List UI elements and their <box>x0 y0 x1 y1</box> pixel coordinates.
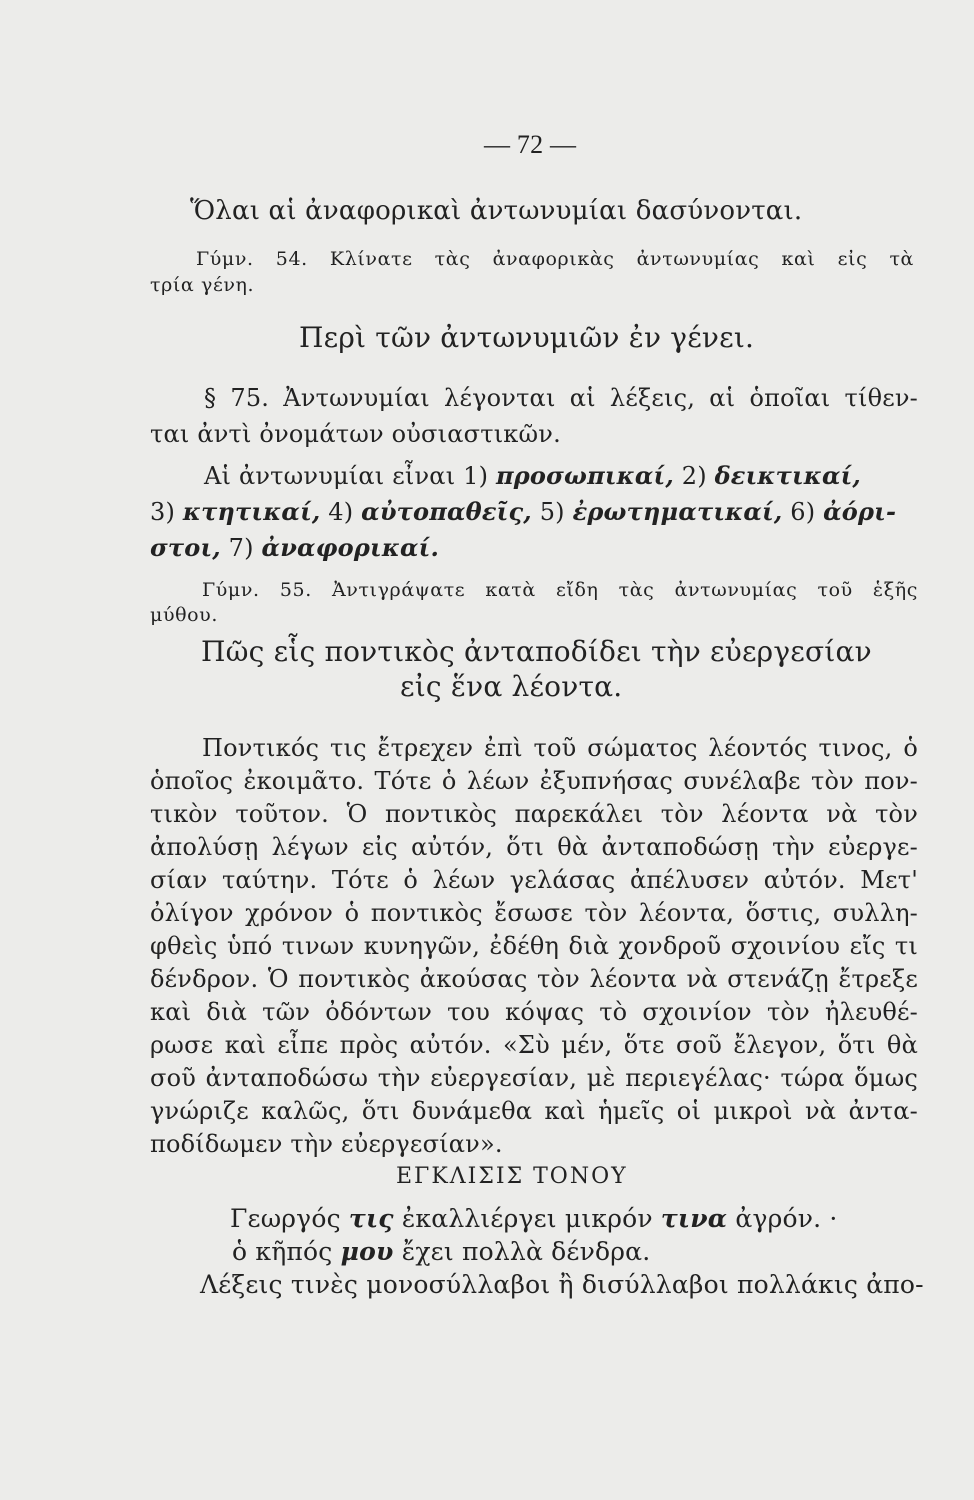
text-span: 3) <box>150 498 183 526</box>
text-line: Λέξεις τινὲς μονοσύλλαβοι ἢ δισύλλαβοι πολλάκις ἀπο- <box>200 1270 924 1299</box>
story-line: ἀπολύσῃ λέγων εἰς αὐτόν, ὅτι θὰ ἀνταποδώσῃ τὴν εὐεργε- <box>150 833 918 861</box>
text-span: ἔχει πολλὰ δένδρα. <box>393 1237 651 1266</box>
example-line <box>232 1237 650 1267</box>
term-demonstrative: δεικτικαί, <box>714 461 861 490</box>
text-line <box>204 461 861 491</box>
text-span: 2) <box>673 462 715 490</box>
story-line: ρωσε καὶ εἶπε πρὸς αὐτόν. «Σὺ μέν, ὅτε σοῦ ἔλεγον, ὅτι θὰ <box>150 1031 918 1059</box>
story-title: Πῶς εἷς ποντικὸς ἀνταποδίδει τὴν εὐεργεσίαν <box>201 635 872 668</box>
text-line <box>150 533 439 563</box>
term-reflexive: αὐτοπαθεῖς, <box>361 497 532 526</box>
story-line: καὶ διὰ τῶν ὀδόντων του κόψας τὸ σχοινίον τὸν ἠλευθέ- <box>150 998 918 1026</box>
text-span: ἐκαλλιέργει μικρόν <box>393 1204 661 1233</box>
text-span: ὁ κῆπός <box>232 1237 341 1266</box>
term-relative: ἀναφορικαί. <box>261 533 440 562</box>
story-line: ποδίδωμεν τὴν εὐεργεσίαν». <box>150 1130 503 1158</box>
enclitic-word: τινα <box>660 1204 728 1233</box>
story-line: ὁποῖος ἐκοιμᾶτο. Τότε ὁ λέων ἐξυπνήσας συνέλαβε τὸν πον- <box>150 767 918 795</box>
term-personal: προσωπικαί, <box>496 461 674 490</box>
text-span: 7) <box>220 534 262 562</box>
text-span: Γεωργός <box>230 1204 349 1233</box>
section-heading-caps: ΕΓΚΛΙΣΙΣ ΤΟΝΟΥ <box>396 1164 628 1189</box>
term-indefinite: ἀόρι- <box>823 497 897 526</box>
exercise-line: Γύμν. 54. Κλίνατε τὰς ἀναφορικὰς ἀντωνυμίας καὶ εἰς τὰ <box>196 248 914 270</box>
page-number: — 72 — <box>484 130 577 159</box>
exercise-line: Γύμν. 55. Ἀντιγράψατε κατὰ εἴδη τὰς ἀντωνυμίας τοῦ ἑξῆς <box>202 579 918 601</box>
section-heading: Περὶ τῶν ἀντωνυμιῶν ἐν γένει. <box>299 321 755 354</box>
term-possessive: κτητικαί, <box>182 497 321 526</box>
text-line: § 75. Ἀντωνυμίαι λέγονται αἱ λέξεις, αἱ ὁποῖαι τίθεν- <box>204 384 918 412</box>
text-line: Ὅλαι αἱ ἀναφορικαὶ ἀντωνυμίαι δασύνονται. <box>190 196 803 226</box>
enclitic-word: μου <box>340 1237 394 1266</box>
story-line: γνώριζε καλῶς, ὅτι δυνάμεθα καὶ ἡμεῖς οἱ μικροὶ νὰ ἀντα- <box>150 1097 918 1125</box>
story-line: Ποντικός τις ἔτρεχεν ἐπὶ τοῦ σώματος λέοντός τινος, ὁ <box>202 734 918 762</box>
text-span: 4) <box>320 498 362 526</box>
text-line: ται ἀντὶ ὀνομάτων οὐσιαστικῶν. <box>150 420 561 448</box>
exercise-line: τρία γένη. <box>150 274 255 296</box>
text-span: ἀγρόν. · <box>727 1204 838 1233</box>
exercise-line: μύθου. <box>150 604 218 626</box>
term-indefinite-cont: στοι, <box>150 533 221 562</box>
story-line: τικὸν τοῦτον. Ὁ ποντικὸς παρεκάλει τὸν λέοντα νὰ τὸν <box>150 800 918 828</box>
enclitic-word: τις <box>348 1204 394 1233</box>
text-span: 5) <box>531 498 573 526</box>
text-line <box>150 497 896 527</box>
story-title: εἰς ἕνα λέοντα. <box>400 670 623 703</box>
story-line: φθεὶς ὑπό τινων κυνηγῶν, ἐδέθη διὰ χονδροῦ σχοινίου εἴς τι <box>150 932 918 960</box>
example-line <box>230 1204 838 1234</box>
term-interrogative: ἐρωτηματικαί, <box>572 497 783 526</box>
story-line: σίαν ταύτην. Τότε ὁ λέων γελάσας ἀπέλυσεν αὐτόν. Μετ' <box>150 866 918 894</box>
story-line: ὀλίγον χρόνον ὁ ποντικὸς ἔσωσε τὸν λέοντα, ὅστις, συλλη- <box>150 899 918 927</box>
story-line: δένδρον. Ὁ ποντικὸς ἀκούσας τὸν λέοντα νὰ στενάζῃ ἔτρεξε <box>150 965 918 993</box>
text-span: Αἱ ἀντωνυμίαι εἶναι 1) <box>204 462 496 490</box>
story-line: σοῦ ἀνταποδώσω τὴν εὐεργεσίαν, μὲ περιεγέλας· τώρα ὅμως <box>150 1064 918 1092</box>
text-span: 6) <box>782 498 824 526</box>
